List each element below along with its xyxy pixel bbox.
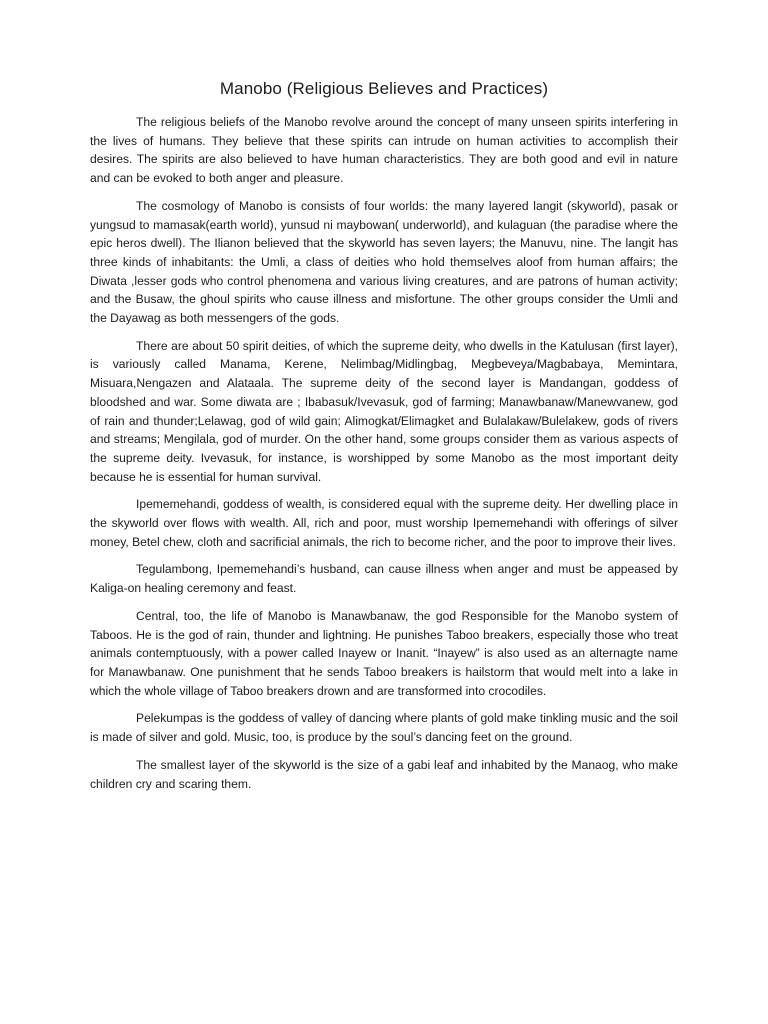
paragraph-smallest-layer: The smallest layer of the skyworld is the size of a gabi leaf and inhabited by the Manaog, who make children cry and scaring them. <box>90 757 678 791</box>
paragraph-ipememehandi: Ipememehandi, goddess of wealth, is considered equal with the supreme deity. Her dwelling place in the skyworld over flows with wealth. All, rich and poor, must worship Ipememehandi with offerings of silver money, Betel chew, cloth and sacrificial animals, the rich to become richer, and the poor to improve their lives. <box>90 497 678 549</box>
paragraph-tegulambong: Tegulambong, Ipememehandi’s husband, can cause illness when anger and must be appeased by Kaliga-on healing ceremony and feast. <box>90 562 678 596</box>
document-title: Manobo (Religious Believes and Practices) <box>219 79 549 98</box>
paragraph-intro: The religious beliefs of the Manobo revolve around the concept of many unseen spirits interfering in the lives of humans. They believe that these spirits can intrude on human activities to accomplish their desires. The spirits are also believed to have human characteristics. They are both good and evil in nature and can be evoked to both anger and pleasure. <box>90 115 678 186</box>
paragraph-cosmology: The cosmology of Manobo is consists of four worlds: the many layered langit (skyworld), pasak or yungsud to mamasak(earth world), yunsud ni maybowan( underworld), and kulaguan (the paradise where the epic heros dwell). The Ilianon believed that the skyworld has seven layers; the Manuvu, nine. The langit has three kinds of inhabitants: the Umli, a class of deities who hold themselves aloof from human affairs; the Diwata ,lesser gods who control phenomena and various living creatures, and are patrons of human activity; and the Busaw, the ghoul spirits who cause illness and misfortune. The other groups consider the Umli and the Dayawag as both messengers of the gods. <box>90 198 678 326</box>
paragraph-spirit-deities: There are about 50 spirit deities, of which the supreme deity, who dwells in the Katulusan (first layer), is variously called Manama, Kerene, Nelimbag/Midlingbag, Megbeveya/Magbabaya, Memintara, Misuara,Nengazen and Alataala. The supreme deity of the second layer is Mandangan, goddess of bloodshed and war. Some diwata are ; Ibabasuk/Ivevasuk, god of farming; Manawbanaw/Manewvanew, god of rain and thunder;Lelawag, god of wild gain; Alimogkat/Elimagket and Bulalakaw/Bulelakew, gods of rivers and streams; Mengilala, god of murder. On the other hand, some groups consider them as various aspects of the supreme deity. Ivevasuk, for instance, is worshipped by some Manobo as the most important deity because he is essential for human survival. <box>90 338 678 484</box>
paragraph-manawbanaw: Central, too, the life of Manobo is Manawbanaw, the god Responsible for the Manobo system of Taboos. He is the god of rain, thunder and lightning. He punishes Taboo breakers, especially those who treat animals contemptuously, with a power called Inayew or Inanit. “Inayew” is also used as an alternagte name for Manawbanaw. One punishment that he sends Taboo breakers is hailstorm that would melt into a lake in which the whole village of Taboo breakers drown and are transformed into crocodiles. <box>90 608 678 698</box>
paragraph-pelekumpas: Pelekumpas is the goddess of valley of dancing where plants of gold make tinkling music and the soil is made of silver and gold. Music, too, is produce by the soul’s dancing feet on the ground. <box>90 711 678 745</box>
